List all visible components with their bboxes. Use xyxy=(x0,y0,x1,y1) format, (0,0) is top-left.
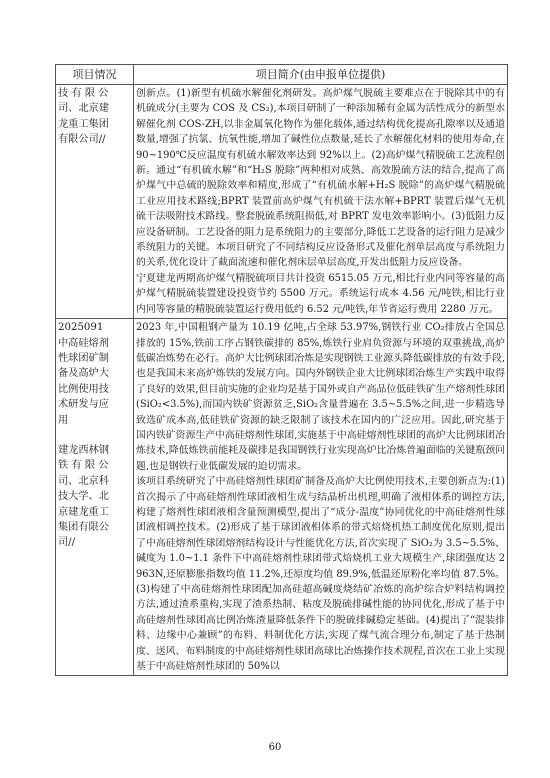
project-info-cell xyxy=(56,319,134,676)
applicant-line: 司// xyxy=(58,537,76,549)
project-summary-cell xyxy=(134,85,508,319)
project-table xyxy=(55,64,508,676)
summary-paragraph: 该项目系统研究了中高硅熔剂性球团矿制备及高炉大比例使用技术,主要创新点为:(1)首次揭示了中高硅熔剂性球团液相生成与结晶析出机理,明确了液相体系的调控方法,构建了熔剂性球团液相含量预测模型,提出了“成分-温度”协同优化的中高硅熔剂性球团液相调控技术。(2)形成了基于球团液相体系的带式焙烧机热工制度优化原则,提出了中高硅熔剂性球团熔剂结构设计与性能优化方法,首次实现了 SiO₂为 3.5~5.5%、碱度为 1.0~1.1 条件下中高硅熔剂性球团带式焙烧机工业大规模生产,球团强度达 2963N,还原膨胀指数均值 11.2%,还原度均值 89.9%,低温还原粉化率均值 87.5%。(3)构建了中高硅熔剂性球团配加高硅超高碱度烧结矿冶炼的高炉综合炉料结构调控方法,通过渣系重构,实现了渣系热制、粘度及脱硫排碱性能的协同优化,形成了基于中高硅熔剂性球团高比例冶炼渣量降低条件下的脱硫排碱稳定基础。(4)提出了“混装排料、边缘中心兼顾”的布料、料制优化方法,实现了煤气流合理分布,制定了基于热制度、送风、布料制度的中高硅熔剂性球团高球比冶炼操作技术规程,首次在工业上实现基于中高硅熔剂性球团的 50%以 xyxy=(136,476,505,673)
summary-paragraph: 创新点。(1)新型有机硫水解催化剂研发。高炉煤气脱硫主要难点在于脱除其中的有机硫成分(主要为 COS 及 CS₂),本项目研制了一种添加稀有金属为活性成分的新型水解催化剂 COS-ZH,以非金属氧化物作为催化载体,通过结构优化提高孔隙率以及通道数量,增强了抗氯、抗氧性能,增加了碱性位点数量,延长了水解催化材料的使用寿命,在 90~190℃反应温度有机硫水解效率达到 92%以上。(2)高炉煤气精脱硫工艺流程创新。通过“有机硫水解”和“H₂S 脱除”两种相对成熟、高效脱硫方法的结合,提高了高炉煤气中总硫的脱除效率和精度,形成了“有机硫水解+H₂S 脱除”的高炉煤气精脱硫工业应用技术路线;BPRT 装置前高炉煤气有机硫干法水解+BPRT 装置后煤气无机硫干法吸附技术路线。整套脱硫系统阻损低,对 BPRT 发电效率影响小。(3)低阻力反应设备研制。工艺设备的阻力是系统阻力的主要部分,降低工艺设备的运行阻力是减少系统阻力的关键。本项目研究了不同结构反应设备形式及催化剂单层高度与系统阻力的关系,优化设计了截面流速和催化剂床层单层高度,开发出低阻力反应设备。 xyxy=(136,88,505,269)
project-title-line: 比例使用技 xyxy=(58,383,109,395)
spacer xyxy=(58,428,131,443)
project-id: 2025091 xyxy=(58,322,104,334)
table-row xyxy=(56,319,508,676)
header-project-summary: 项目简介(由申报单位提供) xyxy=(134,65,508,85)
project-title-line: 备及高炉大 xyxy=(58,368,109,380)
table-row xyxy=(56,85,508,319)
table-header-row xyxy=(56,65,508,85)
applicant-line: 集团有限公 xyxy=(58,521,109,533)
page-number: 60 xyxy=(268,742,282,753)
summary-paragraph: 2023 年,中国粗钢产量为 10.19 亿吨,占全球 53.97%,钢铁行业 CO₂排放占全国总排放的 15%,铁前工序占钢铁碳排的 85%,炼铁行业肩负资源与环境的双重挑战,高炉低碳冶炼势在必行。高炉大比例球团冶炼是实现钢铁工业源头降低碳排放的有效手段,也是我国未来高炉炼铁的发展方向。国内外钢铁企业大比例球团冶炼生产实践中取得了良好的效果,但目前实施的企业均是基于国外或自产高品位低硅铁矿生产熔剂性球团(SiO₂<3.5%),而国内铁矿资源贫乏,SiO₂含量普遍在 3.5~5.5%之间,进一步精选导致选矿成本高,低硅铁矿资源的缺乏限制了该技术在国内的广泛应用。因此,研究基于国内铁矿资源生产中高硅熔剂性球团,实施基于中高硅熔剂性球团的高炉大比例球团冶炼技术,降低炼铁前能耗及碳排是我国钢铁行业实现高炉比冶炼普遍面临的关键瓶颈问题,也是钢铁行业低碳发展的迫切需求。 xyxy=(136,322,505,472)
applicant-line: 京建龙重工 xyxy=(58,506,109,518)
project-summary-cell xyxy=(134,319,508,676)
project-title-line: 性球团矿制 xyxy=(58,352,109,364)
header-project-info: 项目情况 xyxy=(56,65,134,85)
applicant-line: 铁 有 限 公 xyxy=(58,460,109,472)
applicant-line: 司、北京科 xyxy=(58,475,109,487)
project-title-line: 术研发与应 xyxy=(58,399,109,411)
project-title-line: 中高硅熔剂 xyxy=(58,337,109,349)
applicant-line: 技大学、北 xyxy=(58,491,109,503)
project-info-line: 技 有 限 公 xyxy=(58,88,109,99)
project-title-line: 用 xyxy=(58,414,69,426)
summary-paragraph: 宁夏建龙两期高炉煤气精脱硫项目共计投资 6515.05 万元,相比行业内同等容量的高炉煤气精脱硫装置建设投资节约 5500 万元。系统运行成本 4.56 元/吨铁,相比行业内同等容量的精脱硫装置运行费用低约 6.52 元/吨铁,年节省运行费用 2280 万元。 xyxy=(136,272,505,315)
project-info-line: 龙重工集团 xyxy=(58,118,109,130)
project-info-cell xyxy=(56,85,134,319)
document-page xyxy=(55,64,507,676)
project-info-line: 有限公司// xyxy=(58,134,106,146)
applicant-line: 建龙西林钢 xyxy=(58,444,109,456)
project-info-line: 司、北京建 xyxy=(58,103,109,115)
